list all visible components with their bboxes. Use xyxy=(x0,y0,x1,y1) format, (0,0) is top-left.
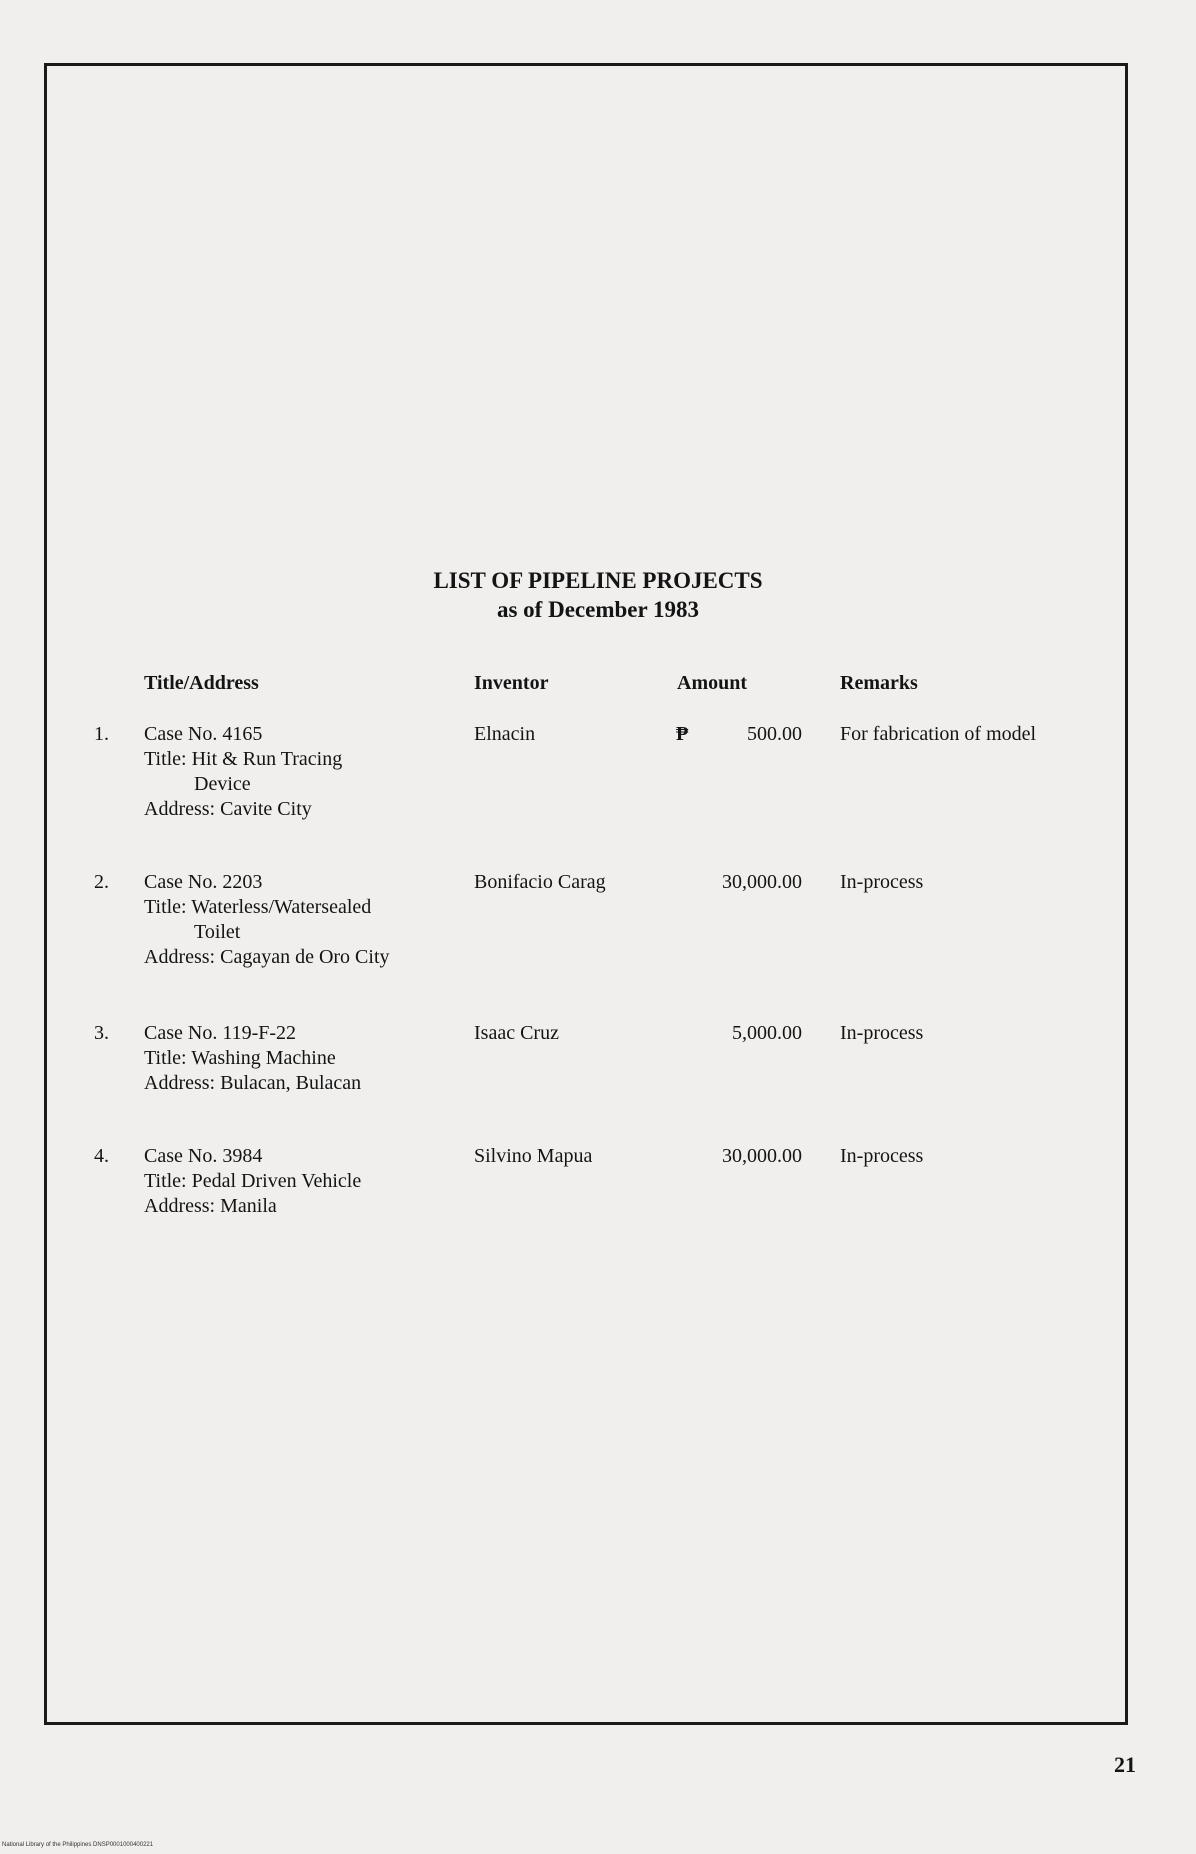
case-number: Case No. 3984 xyxy=(144,1145,263,1167)
case-number: Case No. 2203 xyxy=(144,871,263,893)
remarks-text: For fabrication of model xyxy=(840,723,1037,745)
project-address: Address: Bulacan, Bulacan xyxy=(144,1072,362,1094)
column-header-remarks: Remarks xyxy=(840,672,918,694)
project-title: Title: Washing Machine xyxy=(144,1047,336,1069)
entry-title-address xyxy=(144,722,342,822)
entry-title-address xyxy=(144,1144,361,1219)
amount-value: 5,000.00 xyxy=(732,1022,802,1044)
remarks-text: In-process xyxy=(840,1145,924,1167)
inventor-name: Isaac Cruz xyxy=(474,1022,559,1044)
document-title: LIST OF PIPELINE PROJECTS xyxy=(433,568,763,593)
project-title: Title: Hit & Run Tracing xyxy=(144,748,343,770)
case-number: Case No. 119-F-22 xyxy=(144,1022,297,1044)
document-subtitle: as of December 1983 xyxy=(496,597,700,622)
column-header-amount: Amount xyxy=(677,672,748,694)
inventor-name: Elnacin xyxy=(474,723,536,745)
project-title: Title: Pedal Driven Vehicle xyxy=(144,1170,362,1192)
remarks-text: In-process xyxy=(840,1022,924,1044)
inventor-name: Bonifacio Carag xyxy=(474,871,606,893)
entry-number: 2. xyxy=(94,871,109,893)
project-title: Title: Waterless/Watersealed xyxy=(144,896,372,918)
project-address: Address: Cavite City xyxy=(144,798,312,820)
case-number: Case No. 4165 xyxy=(144,723,263,745)
peso-sign: ₱ xyxy=(676,723,689,745)
column-header-title-address: Title/Address xyxy=(144,672,259,694)
project-title-continued: Device xyxy=(194,773,251,795)
project-address: Address: Manila xyxy=(144,1195,277,1217)
scan-footer: National Library of the Philippines DNSP0001000400221 xyxy=(2,1842,154,1848)
inventor-name: Silvino Mapua xyxy=(474,1145,593,1167)
entry-title-address xyxy=(144,870,390,970)
entry-number: 3. xyxy=(94,1022,109,1044)
project-address: Address: Cagayan de Oro City xyxy=(144,946,390,968)
entry-title-address xyxy=(144,1021,361,1096)
amount-value: 30,000.00 xyxy=(722,871,802,893)
document-heading xyxy=(0,566,1196,624)
page-number: 21 xyxy=(1114,1752,1136,1777)
entry-number: 4. xyxy=(94,1145,109,1167)
column-header-inventor: Inventor xyxy=(474,672,549,694)
remarks-text: In-process xyxy=(840,871,924,893)
amount-value: 500.00 xyxy=(747,723,802,745)
entry-number: 1. xyxy=(94,723,109,745)
project-title-continued: Toilet xyxy=(194,921,241,943)
amount-value: 30,000.00 xyxy=(722,1145,802,1167)
